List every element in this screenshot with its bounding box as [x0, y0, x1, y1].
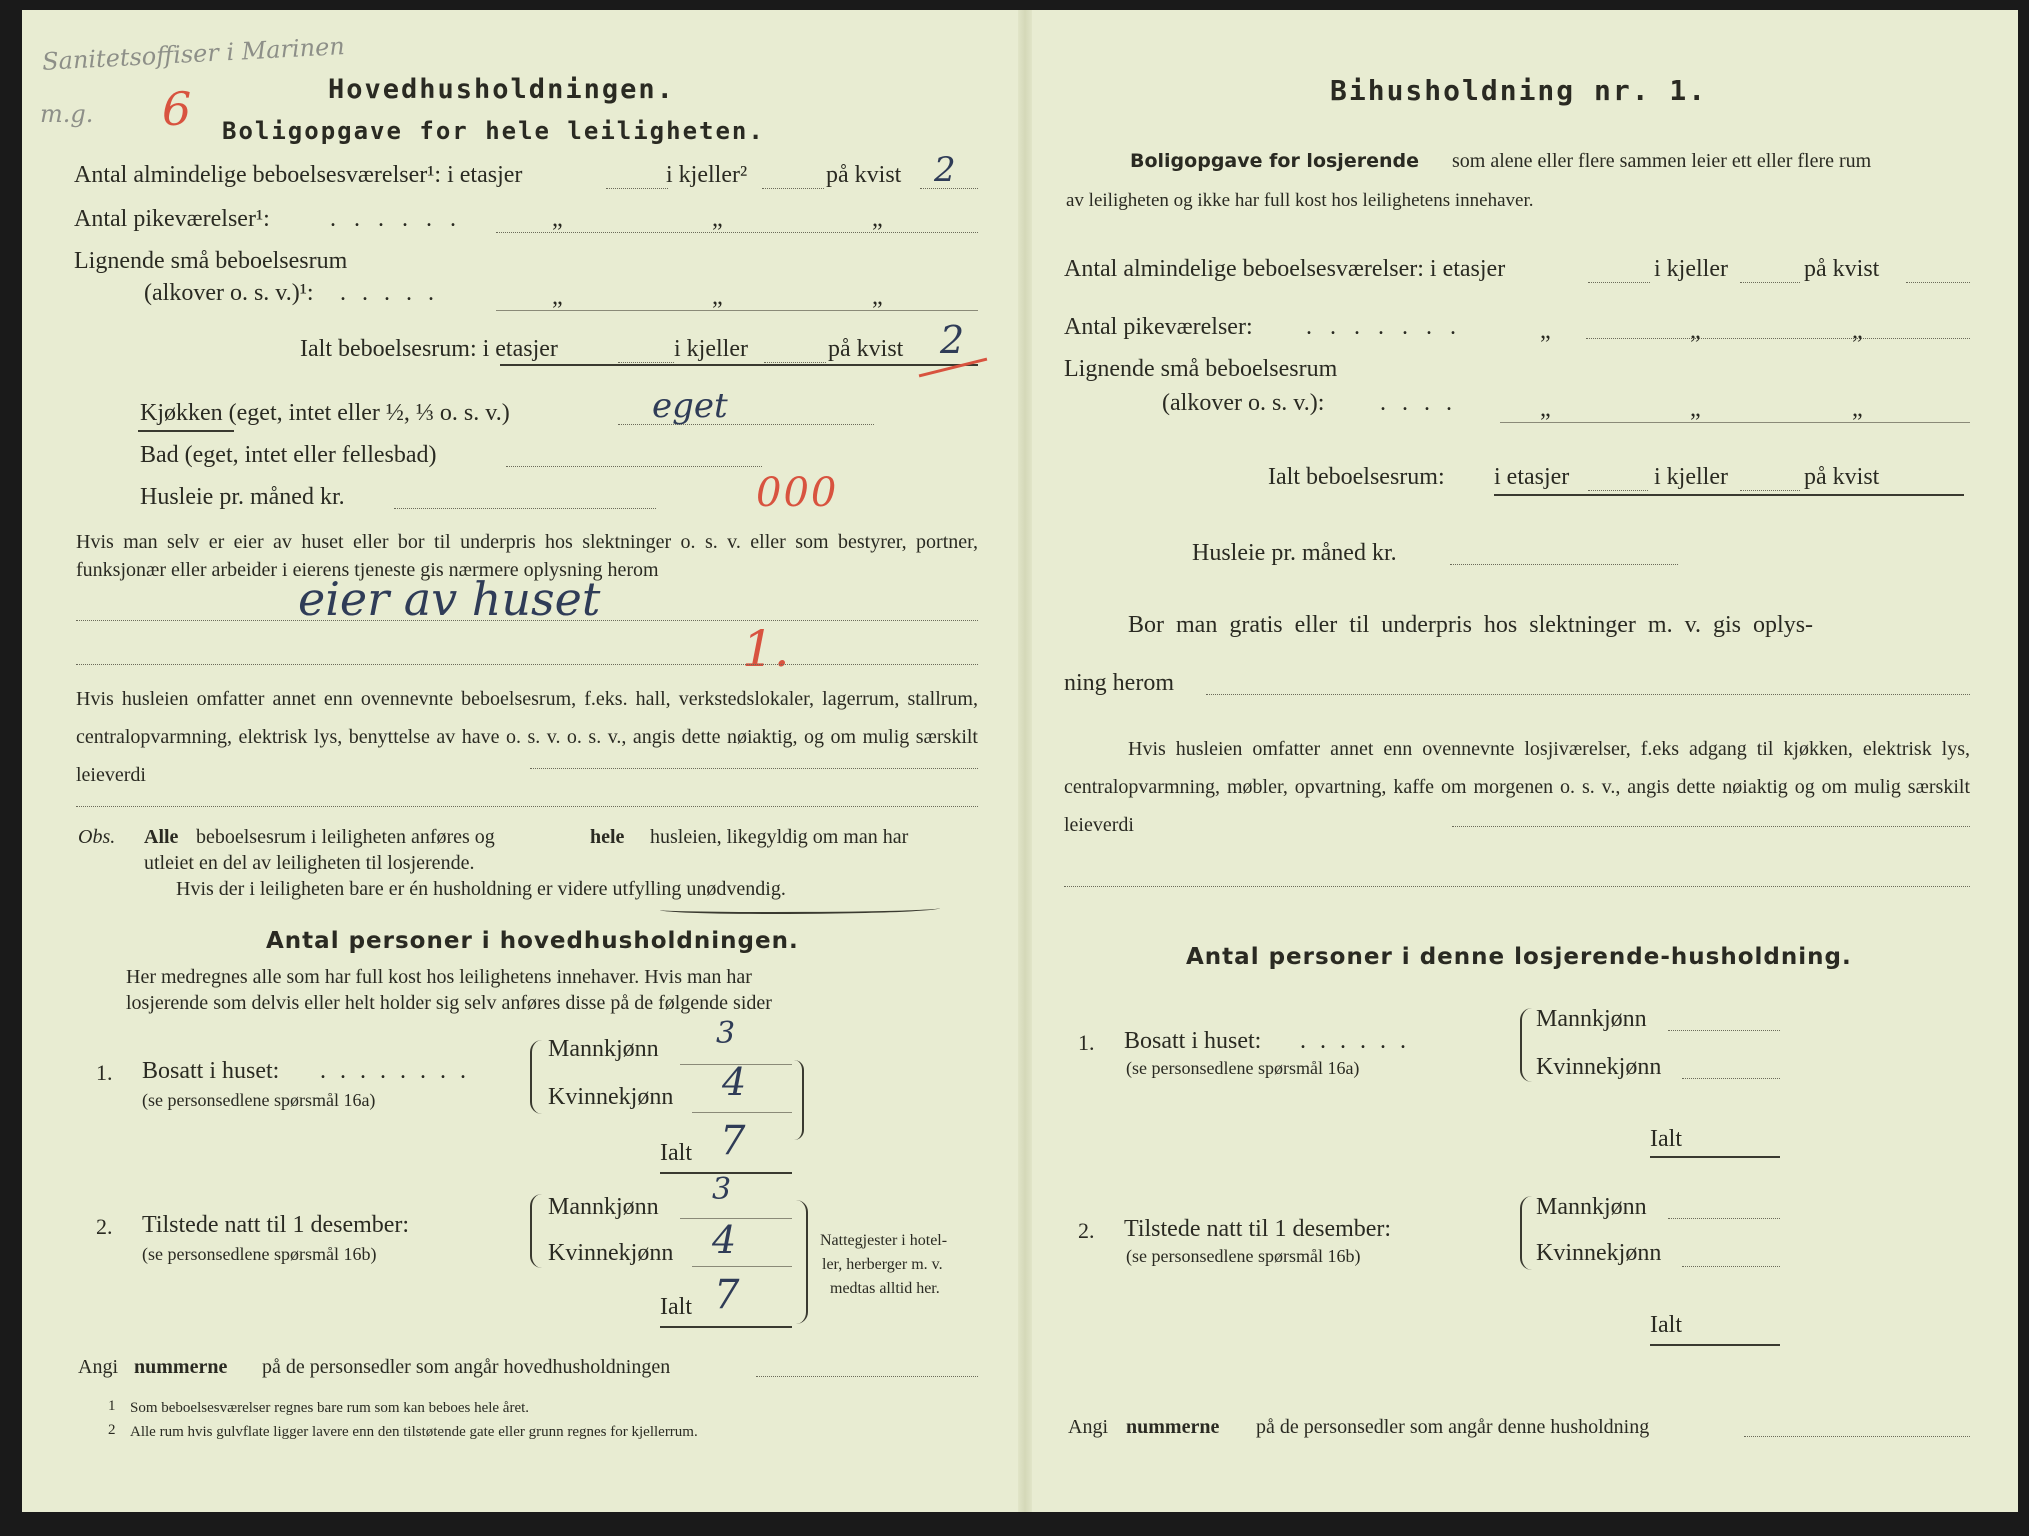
right-intro-1: som alene eller flere sammen leier ett eller flere rum	[1452, 150, 1872, 172]
right-ialt-kjeller-field[interactable]	[1740, 490, 1800, 491]
hw-q1-mann: 3	[716, 1016, 736, 1051]
lignende-dots: .....	[340, 280, 450, 306]
right-intro-2: av leiligheten og ikke har full kost hos leilighetens innehaver.	[1066, 190, 1534, 211]
lignende-field[interactable]	[496, 310, 978, 311]
footnote-1: Som beboelsesværelser regnes bare rum som kan beboes hele året.	[130, 1400, 530, 1416]
right-lignende-field[interactable]	[1500, 422, 1970, 423]
persons-title: Antal personer i hovedhusholdningen.	[266, 928, 799, 954]
natt-brace	[796, 1200, 808, 1324]
natt-note-3: medtas alltid her.	[830, 1280, 940, 1297]
hw-q1-ialt: 7	[720, 1118, 746, 1164]
right-title: Bihusholdning nr. 1.	[1330, 74, 1708, 107]
left-subtitle: Boligopgave for hele leiligheten.	[222, 117, 765, 145]
bad-label: Bad (eget, intet eller fellesbad)	[140, 442, 437, 468]
ditto-mark: „	[1540, 318, 1551, 344]
right-q2-label: Tilstede natt til 1 desember:	[1124, 1216, 1392, 1242]
right-lignende-1: Lignende små beboelsesrum	[1064, 356, 1338, 382]
obs-text-1: beboelsesrum i leiligheten anføres og	[196, 826, 495, 848]
pike-dots: ......	[330, 206, 474, 232]
bad-field[interactable]	[506, 466, 762, 467]
handwritten-number: 6	[162, 82, 192, 136]
ialt-underline	[500, 364, 978, 366]
right-pike-label: Antal pikeværelser:	[1064, 314, 1253, 340]
pencil-check	[794, 1060, 804, 1140]
q1-dots: ........	[320, 1058, 480, 1084]
q1-sub: (se personsedlene spørsmål 16a)	[142, 1090, 376, 1110]
ditto-mark: „	[552, 284, 563, 310]
obs-line-2: utleiet en del av leiligheten til losjerende.	[144, 852, 475, 874]
page-fold	[1018, 10, 1032, 1512]
angi-right-2: på de personsedler som angår denne husholdning	[1256, 1416, 1650, 1438]
right-leieverdi-field[interactable]	[1452, 826, 1970, 827]
q1-kvinne-field[interactable]	[692, 1112, 792, 1113]
left-title: Hovedhusholdningen.	[328, 74, 675, 105]
right-q2-number: 2.	[1078, 1218, 1095, 1243]
right-leieverdi-field-2[interactable]	[1064, 886, 1970, 887]
right-omfatter: Hvis husleien omfatter annet enn ovennevnte losjiværelser, f.eks adgang til kjøkken, elektrisk lys, centralopvarmning, møbler, opvartning, kaffe om morgenen o. s. v., angis dette nøiaktig og om mulig særskilt leieverdi	[1064, 738, 1970, 836]
kjokken-label: Kjøkken (eget, intet eller ½, ⅓ o. s. v.)	[140, 400, 510, 426]
q2-number: 2.	[96, 1214, 113, 1239]
persons-note-2: losjerende som delvis eller helt holder sig selv anføres disse på de følgende sider	[126, 992, 772, 1014]
footnote-2-number: 2	[108, 1422, 116, 1438]
right-q2-sub: (se personsedlene spørsmål 16b)	[1126, 1246, 1361, 1266]
hw-husleie: 000	[756, 470, 839, 516]
kjeller-label: i kjeller²	[666, 162, 748, 188]
q2-kvinne-field[interactable]	[692, 1266, 792, 1267]
ditto-mark: „	[712, 284, 723, 310]
right-kjeller-label: i kjeller	[1654, 256, 1728, 282]
ditto-mark: „	[872, 284, 883, 310]
persons-note-1: Her medregnes alle som har full kost hos leilighetens innehaver. Hvis man har	[126, 966, 752, 988]
lignende-label-2: (alkover o. s. v.)¹:	[144, 280, 314, 306]
right-kvist-label: på kvist	[1804, 256, 1880, 282]
right-q1-sub: (se personsedlene spørsmål 16a)	[1126, 1058, 1360, 1078]
leieverdi-field[interactable]	[530, 768, 978, 769]
q2-mann-label: Mannkjønn	[548, 1194, 659, 1220]
right-q1-kvinne: Kvinnekjønn	[1536, 1054, 1662, 1080]
right-q1-label: Bosatt i huset:	[1124, 1028, 1262, 1054]
right-q2-brace	[1520, 1196, 1532, 1270]
hw-q2-mann: 3	[712, 1172, 732, 1207]
obs-line-3: Hvis der i leiligheten bare er én husholdning er videre utfylling unødvendig.	[176, 878, 786, 900]
ditto-mark: „	[552, 206, 563, 232]
right-lignende-2: (alkover o. s. v.):	[1162, 390, 1325, 416]
hw-q2-kvinne: 4	[712, 1218, 737, 1262]
ialt-rum-label: Ialt beboelsesrum: i etasjer	[300, 336, 558, 362]
q1-number: 1.	[96, 1060, 113, 1085]
angi-left-1: Angi	[78, 1356, 118, 1378]
right-gratis-field[interactable]	[1206, 694, 1970, 695]
right-husleie-label: Husleie pr. måned kr.	[1192, 540, 1397, 566]
q1-label: Bosatt i huset:	[142, 1058, 280, 1084]
right-ialt-etasjer-field[interactable]	[1588, 490, 1648, 491]
ditto-mark: „	[1540, 396, 1551, 422]
ditto-mark: „	[1852, 396, 1863, 422]
right-husleie-field[interactable]	[1450, 564, 1678, 565]
leieverdi-field-2[interactable]	[76, 806, 978, 807]
q2-sub: (se personsedlene spørsmål 16b)	[142, 1244, 377, 1264]
footnote-1-number: 1	[108, 1398, 116, 1414]
angi-right-field[interactable]	[1744, 1436, 1970, 1437]
right-gratis-2: ning herom	[1064, 670, 1174, 696]
right-q1-kvinne-field[interactable]	[1682, 1078, 1780, 1079]
right-intro-bold: Boligopgave for losjerende	[1130, 150, 1419, 172]
eier-field-2[interactable]	[76, 664, 978, 665]
angi-left-2: på de personsedler som angår hovedhusholdningen	[262, 1356, 671, 1378]
kjokken-underline	[138, 430, 234, 432]
right-ialt-underline	[1494, 494, 1964, 496]
right-gratis-1: Bor man gratis eller til underpris hos slektninger m. v. gis oplys-	[1128, 612, 1814, 638]
right-pike-field[interactable]	[1586, 338, 1970, 339]
q2-kvinne-label: Kvinnekjønn	[548, 1240, 674, 1266]
handwritten-mg-note: m.g.	[40, 100, 94, 128]
hw-red-mark: 1.	[742, 620, 790, 678]
obs-text-2: husleien, likegyldig om man har	[650, 826, 909, 848]
q2-ialt-label: Ialt	[660, 1294, 692, 1320]
right-kvist-field[interactable]	[1906, 282, 1970, 283]
q2-label: Tilstede natt til 1 desember:	[142, 1212, 410, 1238]
omfatter-instructions: Hvis husleien omfatter annet enn ovennevnte beboelsesrum, f.eks. hall, verkstedslokaler, lagerrum, stallrum, centralopvarmning, elektrisk lys, benyttelse av have o. s. v. o. s. v., angis dette nøiaktig, og om mulig særskilt leieverdi	[76, 688, 978, 786]
ditto-mark: „	[712, 206, 723, 232]
husleie-field[interactable]	[394, 508, 656, 509]
right-lignende-dots: ....	[1380, 390, 1468, 416]
right-q1-mann: Mannkjønn	[1536, 1006, 1647, 1032]
hw-kvist-value: 2	[934, 150, 956, 190]
pike-field[interactable]	[496, 232, 978, 233]
q1-mann-label: Mannkjønn	[548, 1036, 659, 1062]
ialt-etasjer-field[interactable]	[618, 362, 674, 363]
right-persons-title: Antal personer i denne losjerende-husholdning.	[1186, 944, 1852, 970]
right-ialt-kvist: på kvist	[1804, 464, 1880, 490]
obs-label: Obs.	[78, 826, 116, 848]
right-pike-dots: .......	[1306, 314, 1474, 340]
husleie-label: Husleie pr. måned kr.	[140, 484, 345, 510]
hw-eier-av-huset: eier av huset	[298, 572, 601, 626]
footnote-2: Alle rum hvis gulvflate ligger lavere enn den tilstøtende gate eller grunn regnes for kjellerrum.	[130, 1424, 698, 1440]
right-q2-kvinne-field[interactable]	[1682, 1266, 1780, 1267]
right-q2-kvinne: Kvinnekjønn	[1536, 1240, 1662, 1266]
ditto-mark: „	[872, 206, 883, 232]
pike-label: Antal pikeværelser¹:	[74, 206, 270, 232]
ialt-kjeller-field[interactable]	[764, 362, 826, 363]
ialt-kjeller-label: i kjeller	[674, 336, 748, 362]
natt-note-1: Nattegjester i hotel-	[820, 1232, 948, 1249]
obs-alle: Alle	[144, 826, 179, 848]
lignende-label-1: Lignende små beboelsesrum	[74, 248, 348, 274]
right-ialt-kjeller: i kjeller	[1654, 464, 1728, 490]
ditto-mark: „	[1852, 318, 1863, 344]
right-etasjer-field[interactable]	[1588, 282, 1650, 283]
kjeller-field[interactable]	[762, 188, 824, 189]
natt-note-2: ler, herberger m. v.	[822, 1256, 943, 1273]
right-q1-mann-field[interactable]	[1668, 1030, 1780, 1031]
obs-hele: hele	[590, 826, 625, 848]
hw-q1-kvinne: 4	[722, 1060, 747, 1104]
ditto-mark: „	[1690, 318, 1701, 344]
angi-left-field[interactable]	[756, 1376, 978, 1377]
right-q2-ialt: Ialt	[1650, 1312, 1682, 1338]
right-q1-ialt-field[interactable]	[1650, 1156, 1780, 1158]
right-q1-brace	[1520, 1008, 1532, 1082]
angi-right-bold: nummerne	[1126, 1416, 1220, 1438]
q2-ialt-field[interactable]	[660, 1326, 792, 1328]
right-q1-ialt: Ialt	[1650, 1126, 1682, 1152]
right-q1-dots: ......	[1300, 1028, 1420, 1054]
q1-kvinne-label: Kvinnekjønn	[548, 1084, 674, 1110]
hw-kjokken: eget	[652, 386, 728, 426]
right-q2-mann: Mannkjønn	[1536, 1194, 1647, 1220]
ditto-mark: „	[1690, 396, 1701, 422]
etasjer-field[interactable]	[606, 188, 668, 189]
handwritten-occupation-note: Sanitetsoffiser i Marinen	[41, 32, 346, 76]
right-q1-number: 1.	[1078, 1030, 1095, 1055]
hw-q2-ialt: 7	[714, 1272, 740, 1318]
rooms-label: Antal almindelige beboelsesværelser¹: i etasjer	[74, 162, 523, 188]
q1-ialt-label: Ialt	[660, 1140, 692, 1166]
q2-brace	[530, 1194, 542, 1268]
hw-ialt-kvist: 2	[940, 318, 965, 362]
angi-right-1: Angi	[1068, 1416, 1108, 1438]
eier-instructions: Hvis man selv er eier av huset eller bor til underpris hos slektninger o. s. v. eller som bestyrer, portner, funksjonær eller arbeider i eierens tjeneste gis nærmere oplysning herom	[76, 531, 978, 581]
eier-field-1[interactable]	[76, 620, 978, 621]
right-ialt-etasjer: i etasjer	[1494, 464, 1570, 490]
right-q2-ialt-field[interactable]	[1650, 1344, 1780, 1346]
kvist-label: på kvist	[826, 162, 902, 188]
right-kjeller-field[interactable]	[1740, 282, 1800, 283]
right-ialt-label: Ialt beboelsesrum:	[1268, 464, 1445, 490]
ialt-kvist-label: på kvist	[828, 336, 904, 362]
right-rooms-label: Antal almindelige beboelsesværelser: i etasjer	[1064, 256, 1506, 282]
q1-brace	[530, 1040, 542, 1114]
right-q2-mann-field[interactable]	[1668, 1218, 1780, 1219]
angi-left-bold: nummerne	[134, 1356, 228, 1378]
